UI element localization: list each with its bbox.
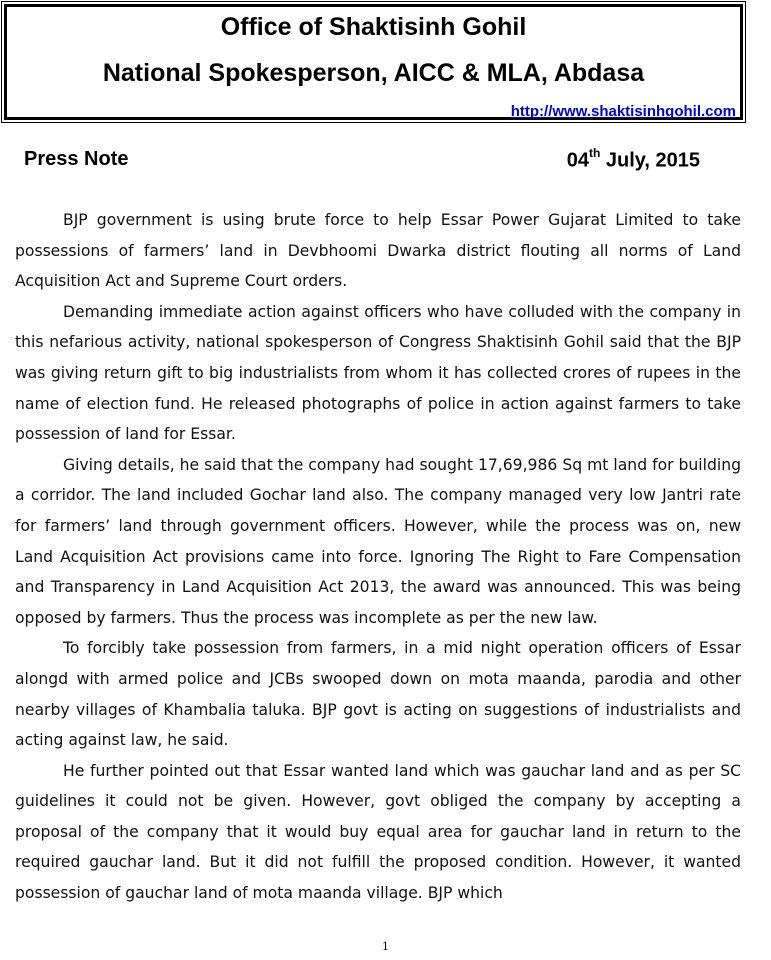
office-subtitle: National Spokesperson, AICC & MLA, Abdasa — [102, 59, 645, 87]
paragraph: To forcibly take possession from farmers, in a mid night operation officers of Essar alongd with armed police and JCBs swooped down on mota maanda, parodia and other nearby villages of Khambalia taluka. BJP govt is acting on suggestions of industrialists and acting against law, he said. — [15, 639, 741, 750]
press-note-body — [15, 205, 741, 909]
page-number: 1 — [382, 940, 389, 953]
press-note-date — [567, 148, 700, 173]
press-note-label: Press Note — [24, 148, 129, 170]
date-day: 04 — [566, 149, 589, 172]
paragraph: BJP government is using brute force to help Essar Power Gujarat Limited to take possessions of farmers’ land in Devbhoomi Dwarka district flouting all norms of Land Acquisition Act and Supreme Court orders. — [15, 211, 741, 291]
website-link[interactable]: http://www.shaktisinhgohil.com — [510, 103, 736, 120]
paragraph: He further pointed out that Essar wanted land which was gauchar land and as per SC guidelines it could not be given. However, govt obliged the company by accepting a proposal of the company that it would buy equal area for gauchar land in return to the required gauchar land. But it did not fulfill the proposed condition. However, it wanted possession of gauchar land of mota maanda village. BJP which — [15, 761, 741, 903]
office-title: Office of Shaktisinh Gohil — [220, 13, 527, 41]
date-suffix: th — [588, 146, 601, 160]
letterhead-box — [4, 4, 743, 120]
paragraph: Giving details, he said that the company had sought 17,69,986 Sq mt land for building a corridor. The land included Gochar land also. The company managed very low Jantri rate for farmers’ land through government officers. However, while the process was on, new Land Acquisition Act provisions came into force. Ignoring The Right to Fare Compensation and Transparency in Land Acquisition Act 2013, the award was announced. This was being opposed by farmers. Thus the process was incomplete as per the new law. — [15, 455, 741, 627]
date-month-year: July, 2015 — [600, 149, 700, 172]
paragraph: Demanding immediate action against officers who have colluded with the company in this nefarious activity, national spokesperson of Congress Shaktisinh Gohil said that the BJP was giving return gift to big industrialists from whom it has collected crores of rupees in the name of election fund. He released photographs of police in action against farmers to take possession of land for Essar. — [15, 302, 741, 444]
